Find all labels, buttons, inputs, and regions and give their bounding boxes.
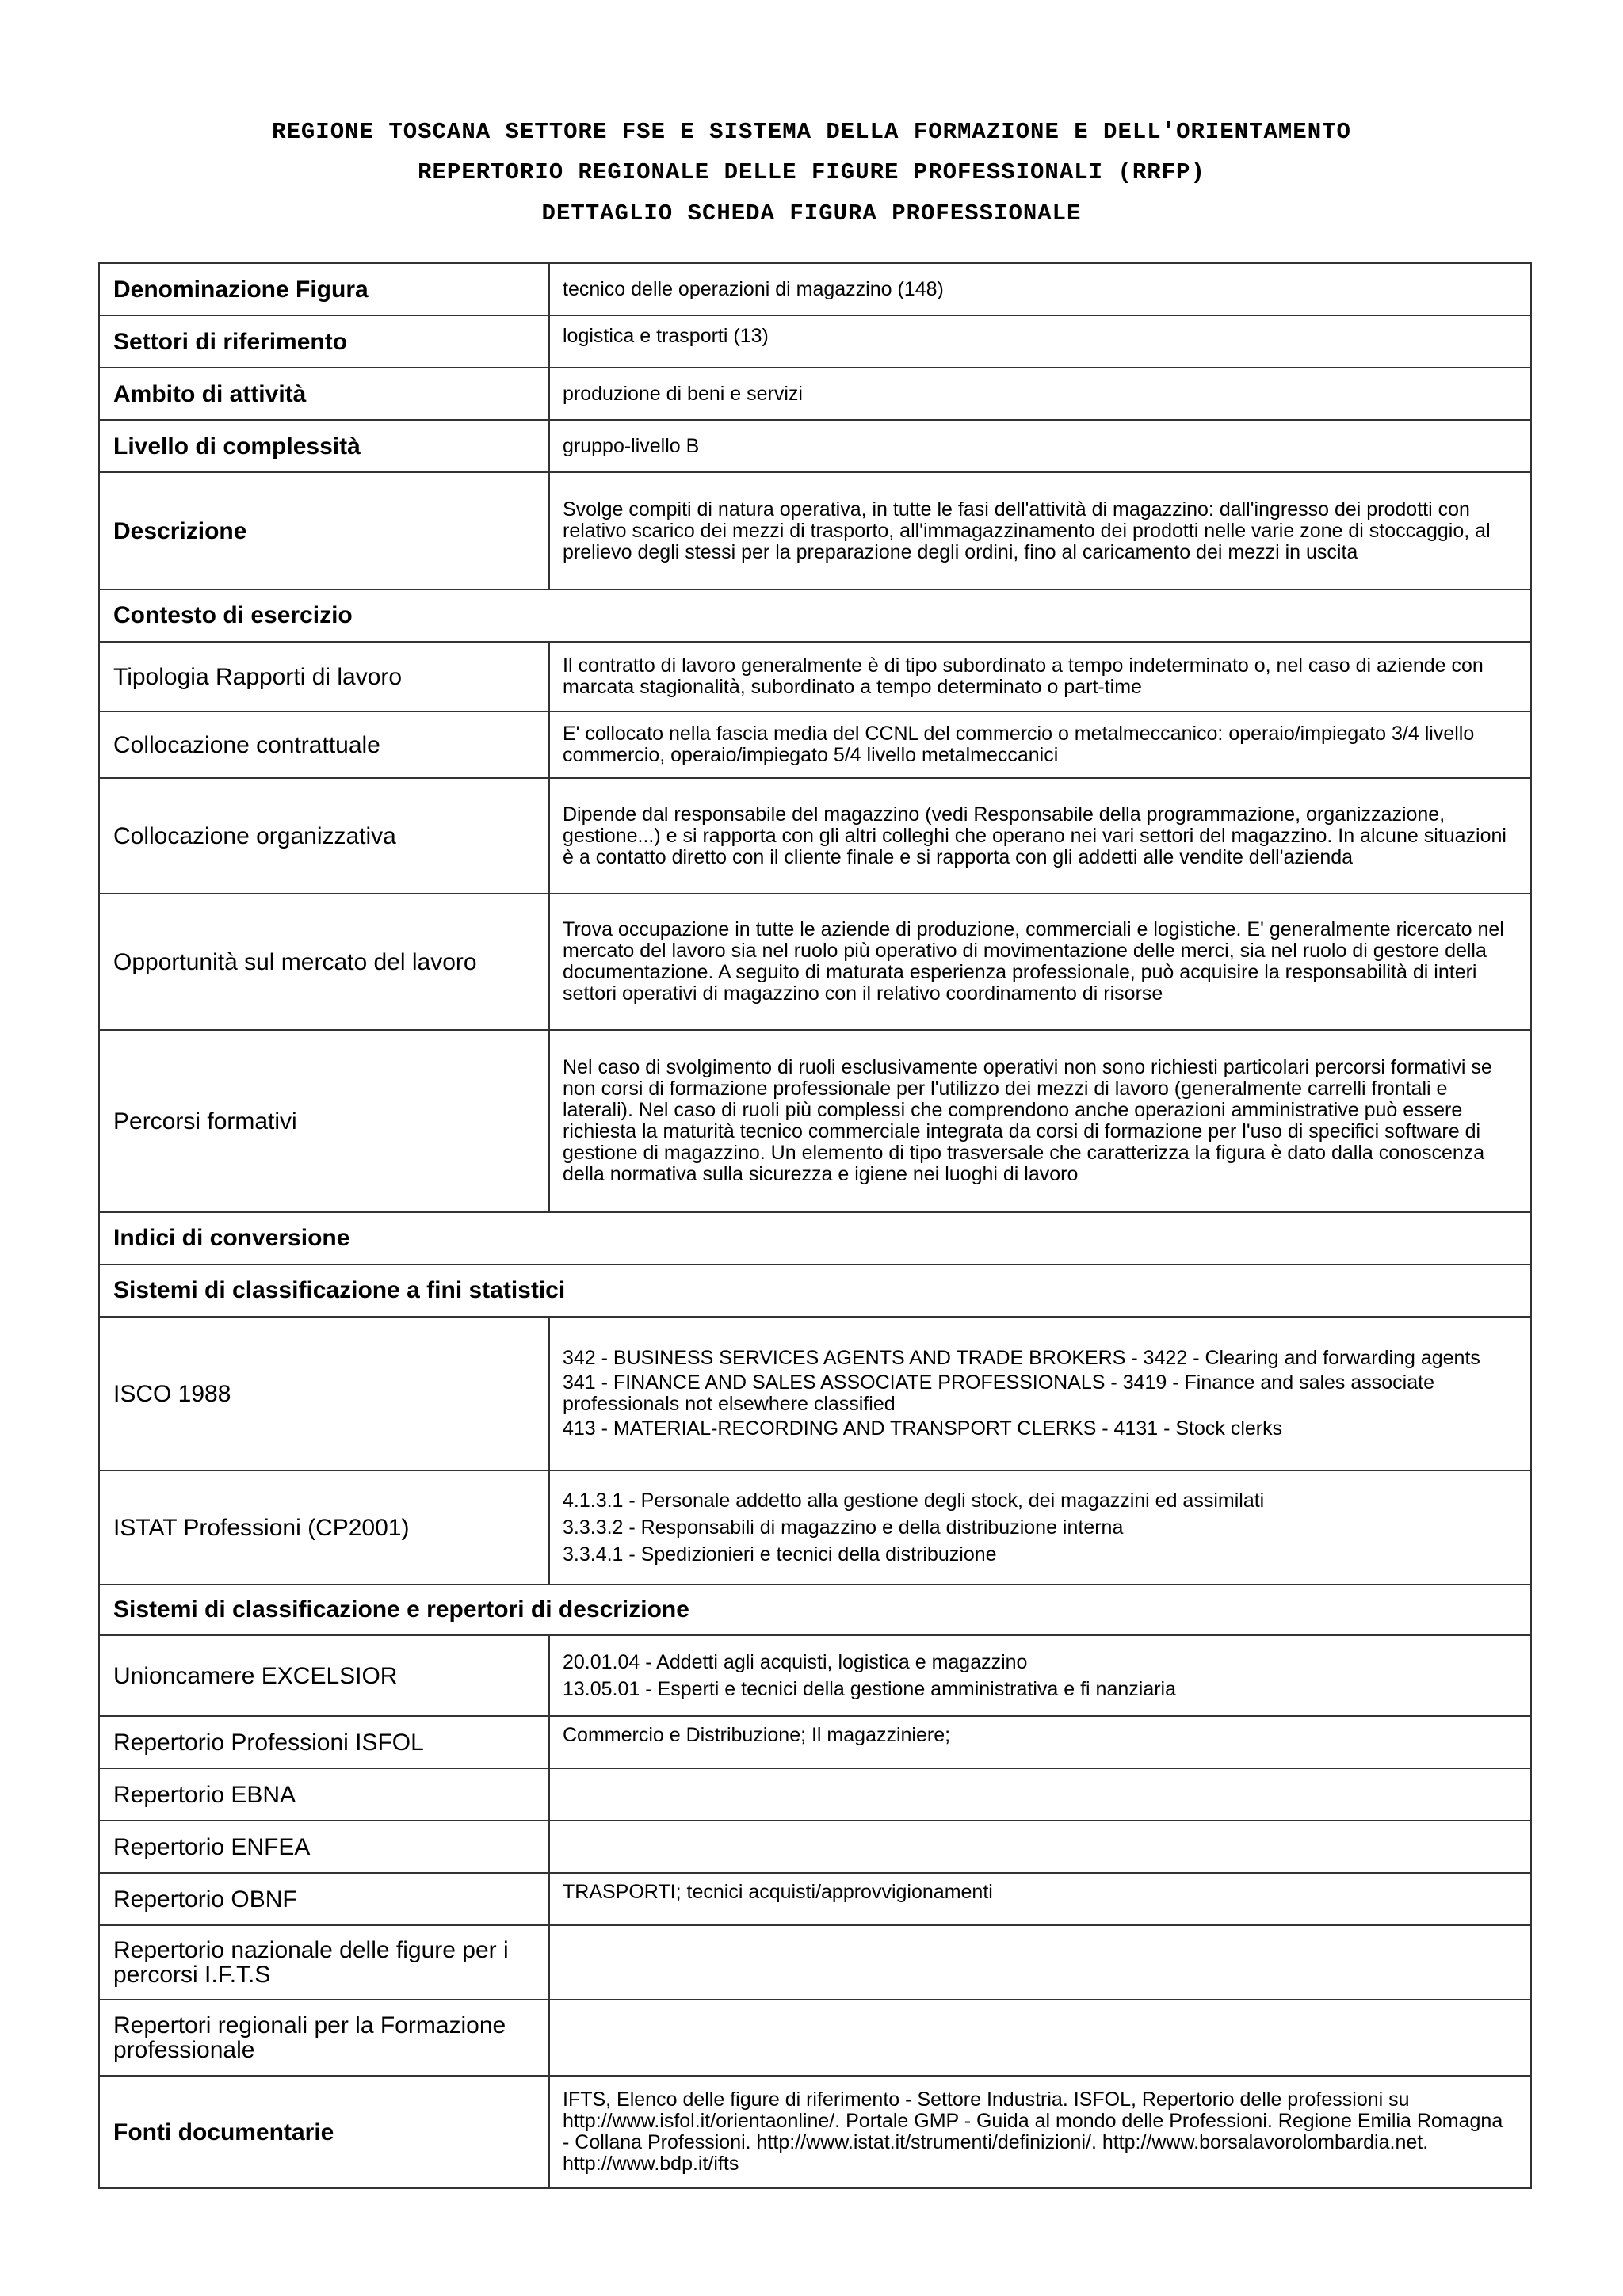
value-isco xyxy=(549,1317,1531,1470)
label-percorsi: Percorsi formativi xyxy=(99,1030,549,1212)
value-settori: logistica e trasporti (13) xyxy=(549,315,1531,368)
label-isco: ISCO 1988 xyxy=(99,1317,549,1470)
value-obnf: TRASPORTI; tecnici acquisti/approvvigionamenti xyxy=(549,1873,1531,1925)
value-unioncamere xyxy=(549,1635,1531,1716)
value-fonti: IFTS, Elenco delle figure di riferimento - Settore Industria. ISFOL, Repertorio delle professioni su http://www.isfol.it/orientaonline/. Portale GMP - Guida al mondo delle Professioni. Regione Emilia Romagna - Collana Professioni. http://www.istat.it/strumenti/definizioni/. http://www.borsalavorolombardia.net. http://www.bdp.it/ifts xyxy=(549,2076,1531,2188)
table-row xyxy=(99,1768,1531,1821)
value-regionali xyxy=(549,2000,1531,2076)
value-percorsi: Nel caso di svolgimento di ruoli esclusivamente operativi non sono richiesti particolari percorsi formativi se non corsi di formazione professionale per l'utilizzo dei mezzi di lavoro (generalmente carrelli frontali e laterali). Nel caso di ruoli più complessi che comprendono anche operazioni amministrative può essere richiesta la maturità tecnico commerciale integrata da corsi di formazione per l'uso di specifici software di gestione di magazzino. Un elemento di tipo trasversale che caratterizza la figura è dato dalla conoscenza della normativa sulla sicurezza e igiene nei luoghi di lavoro xyxy=(549,1030,1531,1212)
table-row xyxy=(99,1470,1531,1585)
value-enfea xyxy=(549,1821,1531,1873)
table-row xyxy=(99,2076,1531,2188)
table-row xyxy=(99,1585,1531,1635)
figure-sheet-table xyxy=(98,262,1532,2189)
header-line-3: DETTAGLIO SCHEDA FIGURA PROFESSIONALE xyxy=(541,200,1082,227)
label-settori: Settori di riferimento xyxy=(99,315,549,368)
section-sistemi-statistici: Sistemi di classificazione a fini statistici xyxy=(99,1264,1531,1317)
label-opportunita: Opportunità sul mercato del lavoro xyxy=(99,894,549,1030)
label-regionali: Repertori regionali per la Formazione professionale xyxy=(99,2000,549,2076)
label-collocazione-organizzativa: Collocazione organizzativa xyxy=(99,778,549,894)
section-sistemi-repertori: Sistemi di classificazione e repertori di descrizione xyxy=(99,1585,1531,1635)
label-obnf: Repertorio OBNF xyxy=(99,1873,549,1925)
unioncamere-code-2: 13.05.01 - Esperti e tecnici della gestione amministrativa e fi nanziaria xyxy=(563,1678,1177,1700)
header-line-1: REGIONE TOSCANA SETTORE FSE E SISTEMA DELLA FORMAZIONE E DELL'ORIENTAMENTO xyxy=(272,119,1351,145)
table-row xyxy=(99,711,1531,778)
label-denominazione: Denominazione Figura xyxy=(99,263,549,315)
isco-code-3: 413 - MATERIAL-RECORDING AND TRANSPORT CLERKS - 4131 - Stock clerks xyxy=(563,1417,1283,1440)
table-row xyxy=(99,420,1531,472)
label-ifts: Repertorio nazionale delle figure per i percorsi I.F.T.S xyxy=(99,1925,549,2000)
table-row xyxy=(99,1821,1531,1873)
value-tipologia: Il contratto di lavoro generalmente è di tipo subordinato a tempo indeterminato o, nel caso di aziende con marcata stagionalità, subordinato a tempo determinato o part-time xyxy=(549,642,1531,711)
label-collocazione-contrattuale: Collocazione contrattuale xyxy=(99,711,549,778)
istat-code-1: 4.1.3.1 - Personale addetto alla gestione degli stock, dei magazzini ed assimilati xyxy=(563,1489,1265,1512)
value-denominazione: tecnico delle operazioni di magazzino (148) xyxy=(549,263,1531,315)
table-row xyxy=(99,1264,1531,1317)
value-descrizione: Svolge compiti di natura operativa, in tutte le fasi dell'attività di magazzino: dall'ingresso dei prodotti con relativo scarico dei mezzi di trasporto, all'immagazzinamento dei prodotti nelle varie zone di stoccaggio, al prelievo degli stessi per la preparazione degli ordini, fino al caricamento dei mezzi in uscita xyxy=(549,472,1531,589)
value-collocazione-organizzativa: Dipende dal responsabile del magazzino (vedi Responsabile della programmazione, organizzazione, gestione...) e si rapporta con gli altri colleghi che operano nei vari settori del magazzino. In alcune situazioni è a contatto diretto con il cliente finale e si rapporta con gli addetti alle vendite dell'azienda xyxy=(549,778,1531,894)
table-row xyxy=(99,642,1531,711)
table-row xyxy=(99,315,1531,368)
label-unioncamere: Unioncamere EXCELSIOR xyxy=(99,1635,549,1716)
isco-code-1: 342 - BUSINESS SERVICES AGENTS AND TRADE BROKERS - 3422 - Clearing and forwarding agents xyxy=(563,1347,1480,1369)
table-row xyxy=(99,1635,1531,1716)
table-row xyxy=(99,1317,1531,1470)
unioncamere-code-1: 20.01.04 - Addetti agli acquisti, logistica e magazzino xyxy=(563,1651,1028,1673)
table-row xyxy=(99,1716,1531,1768)
table-row xyxy=(99,472,1531,589)
value-isfol: Commercio e Distribuzione; Il magazziniere; xyxy=(549,1716,1531,1768)
table-row xyxy=(99,1873,1531,1925)
istat-code-2: 3.3.3.2 - Responsabili di magazzino e della distribuzione interna xyxy=(563,1516,1124,1539)
label-tipologia: Tipologia Rapporti di lavoro xyxy=(99,642,549,711)
table-row xyxy=(99,1925,1531,2000)
label-enfea: Repertorio ENFEA xyxy=(99,1821,549,1873)
table-row xyxy=(99,368,1531,420)
value-istat xyxy=(549,1470,1531,1585)
table-row xyxy=(99,894,1531,1030)
table-row xyxy=(99,2000,1531,2076)
table-row xyxy=(99,263,1531,315)
isco-code-2: 341 - FINANCE AND SALES ASSOCIATE PROFESSIONALS - 3419 - Finance and sales associate professionals not elsewhere classified xyxy=(563,1371,1434,1415)
table-row xyxy=(99,1212,1531,1264)
label-fonti: Fonti documentarie xyxy=(99,2076,549,2188)
label-isfol: Repertorio Professioni ISFOL xyxy=(99,1716,549,1768)
value-collocazione-contrattuale: E' collocato nella fascia media del CCNL del commercio o metalmeccanico: operaio/impiegato 3/4 livello commercio, operaio/impiegato 5/4 livello metalmeccanici xyxy=(549,711,1531,778)
section-contesto: Contesto di esercizio xyxy=(99,589,1531,642)
label-livello: Livello di complessità xyxy=(99,420,549,472)
header-line-2: REPERTORIO REGIONALE DELLE FIGURE PROFESSIONALI (RRFP) xyxy=(418,159,1205,185)
table-row xyxy=(99,778,1531,894)
label-ebna: Repertorio EBNA xyxy=(99,1768,549,1821)
label-ambito: Ambito di attività xyxy=(99,368,549,420)
label-descrizione: Descrizione xyxy=(99,472,549,589)
value-ambito: produzione di beni e servizi xyxy=(549,368,1531,420)
label-istat: ISTAT Professioni (CP2001) xyxy=(99,1470,549,1585)
value-opportunita: Trova occupazione in tutte le aziende di produzione, commerciali e logistiche. E' generalmente ricercato nel mercato del lavoro sia nel ruolo più operativo di movimentazione delle merci, sia nel ruolo di gestore della documentazione. A seguito di maturata esperienza professionale, può acquisire la responsabilità di interi settori operativi di magazzino con il relativo coordinamento di risorse xyxy=(549,894,1531,1030)
value-ebna xyxy=(549,1768,1531,1821)
value-livello: gruppo-livello B xyxy=(549,420,1531,472)
section-indici: Indici di conversione xyxy=(99,1212,1531,1264)
istat-code-3: 3.3.4.1 - Spedizionieri e tecnici della distribuzione xyxy=(563,1543,997,1566)
value-ifts xyxy=(549,1925,1531,2000)
table-row xyxy=(99,589,1531,642)
table-row xyxy=(99,1030,1531,1212)
